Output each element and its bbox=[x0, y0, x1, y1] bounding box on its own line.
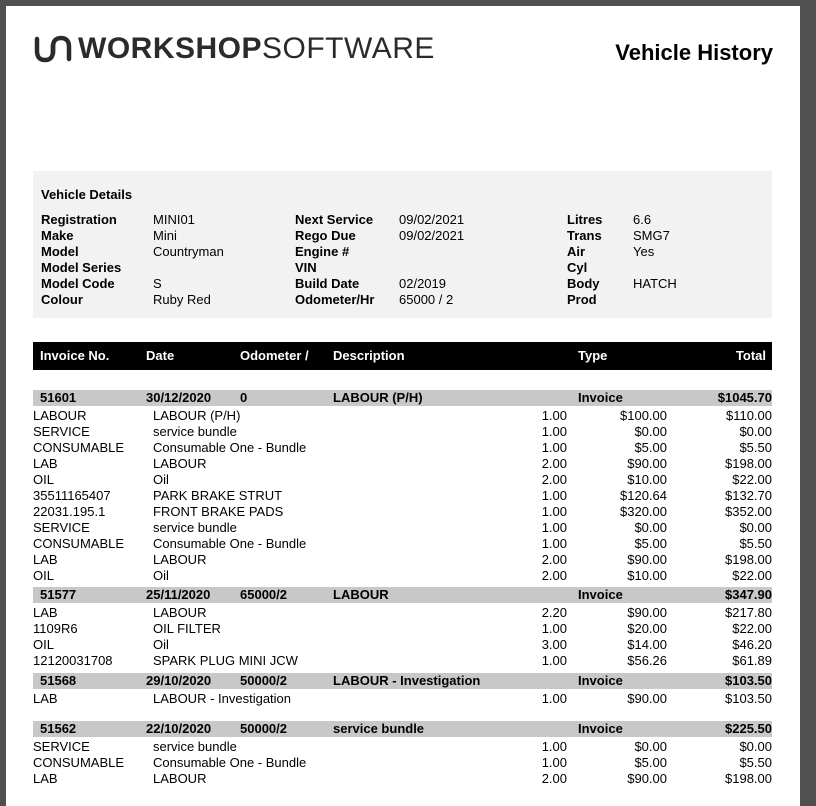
invoice-date: 25/11/2020 bbox=[146, 587, 211, 602]
invoice-date: 29/10/2020 bbox=[146, 673, 212, 688]
line-code: SERVICE bbox=[33, 739, 90, 754]
line-quantity: 1.00 bbox=[541, 520, 567, 535]
line-total: $110.00 bbox=[725, 408, 772, 423]
detail-value: S bbox=[153, 276, 162, 291]
detail-value: SMG7 bbox=[633, 228, 670, 243]
line-item-row bbox=[33, 504, 772, 520]
invoice-header-row bbox=[33, 587, 772, 603]
detail-value: Ruby Red bbox=[153, 292, 211, 307]
line-total: $46.20 bbox=[732, 637, 772, 652]
invoice-odometer: 65000/2 bbox=[240, 587, 287, 602]
line-code: LAB bbox=[33, 552, 58, 567]
line-description: FRONT BRAKE PADS bbox=[153, 504, 284, 519]
details-col3-values bbox=[633, 212, 677, 308]
line-description: Oil bbox=[153, 472, 169, 487]
line-quantity: 1.00 bbox=[541, 536, 567, 551]
line-unit-price: $10.00 bbox=[627, 568, 667, 583]
detail-value: 6.6 bbox=[633, 212, 652, 227]
line-description: LABOUR bbox=[153, 552, 207, 567]
header-invoice-no: Invoice No. bbox=[40, 348, 110, 363]
detail-label: Litres bbox=[567, 212, 603, 227]
detail-label: Rego Due bbox=[295, 228, 356, 243]
invoice-total: $225.50 bbox=[725, 721, 772, 736]
detail-label: Body bbox=[567, 276, 600, 291]
line-quantity: 2.20 bbox=[541, 605, 567, 620]
detail-label: Make bbox=[41, 228, 74, 243]
line-total: $5.50 bbox=[739, 755, 772, 770]
details-col2-labels bbox=[295, 212, 374, 308]
line-description: Consumable One - Bundle bbox=[153, 755, 307, 770]
line-description: LABOUR (P/H) bbox=[153, 408, 241, 423]
line-total: $132.70 bbox=[725, 488, 772, 503]
detail-value: Countryman bbox=[153, 244, 224, 259]
invoice-odometer: 0 bbox=[240, 390, 248, 405]
line-quantity: 1.00 bbox=[541, 691, 567, 706]
line-item-row bbox=[33, 637, 772, 653]
line-quantity: 1.00 bbox=[541, 653, 567, 668]
line-total: $5.50 bbox=[739, 536, 772, 551]
line-unit-price: $320.00 bbox=[620, 504, 667, 519]
detail-label: Odometer/Hr bbox=[295, 292, 375, 307]
header-total: Total bbox=[735, 348, 766, 363]
history-table-header bbox=[33, 342, 772, 370]
detail-value: 09/02/2021 bbox=[399, 212, 465, 227]
invoice-description: service bundle bbox=[333, 721, 425, 736]
detail-label: VIN bbox=[295, 260, 317, 275]
line-description: Consumable One - Bundle bbox=[153, 440, 307, 455]
header-description: Description bbox=[333, 348, 405, 363]
line-code: LAB bbox=[33, 456, 58, 471]
detail-label: Prod bbox=[567, 292, 597, 307]
detail-value: 65000 / 2 bbox=[399, 292, 454, 307]
line-description: LABOUR bbox=[153, 605, 207, 620]
invoice-date: 22/10/2020 bbox=[146, 721, 212, 736]
line-item-row bbox=[33, 605, 772, 621]
detail-value: 09/02/2021 bbox=[399, 228, 465, 243]
line-description: LABOUR bbox=[153, 456, 207, 471]
invoice-type: Invoice bbox=[578, 673, 623, 688]
line-unit-price: $0.00 bbox=[634, 520, 667, 535]
line-code: OIL bbox=[33, 568, 54, 583]
line-quantity: 1.00 bbox=[541, 488, 567, 503]
line-description: OIL FILTER bbox=[153, 621, 221, 636]
details-col2-values bbox=[399, 212, 464, 308]
line-quantity: 1.00 bbox=[541, 440, 567, 455]
line-unit-price: $90.00 bbox=[627, 552, 667, 567]
line-item-row bbox=[33, 488, 772, 504]
header-odometer: Odometer / bbox=[240, 348, 309, 363]
detail-value: MINI01 bbox=[153, 212, 195, 227]
line-code: LAB bbox=[33, 605, 58, 620]
detail-label: Model bbox=[41, 244, 79, 259]
detail-value: Yes bbox=[633, 244, 655, 259]
line-total: $103.50 bbox=[725, 691, 772, 706]
line-quantity: 2.00 bbox=[541, 552, 567, 567]
vehicle-details-heading: Vehicle Details bbox=[41, 187, 133, 202]
detail-label: Next Service bbox=[295, 212, 374, 227]
line-code: 1109R6 bbox=[33, 621, 78, 636]
detail-label: Model Code bbox=[41, 276, 115, 291]
line-code: OIL bbox=[33, 472, 54, 487]
invoice-number: 51601 bbox=[40, 390, 77, 405]
line-quantity: 1.00 bbox=[541, 755, 567, 770]
line-unit-price: $90.00 bbox=[627, 771, 667, 786]
invoice-header-row bbox=[33, 721, 772, 737]
line-quantity: 2.00 bbox=[541, 472, 567, 487]
line-quantity: 1.00 bbox=[541, 424, 567, 439]
line-description: service bundle bbox=[153, 739, 237, 754]
line-item-row bbox=[33, 568, 772, 584]
line-total: $5.50 bbox=[739, 440, 772, 455]
details-col1-labels bbox=[41, 212, 121, 308]
line-unit-price: $90.00 bbox=[627, 691, 667, 706]
line-item-row bbox=[33, 653, 772, 669]
line-unit-price: $90.00 bbox=[627, 605, 667, 620]
line-item-row bbox=[33, 621, 772, 637]
line-item-row bbox=[33, 739, 772, 755]
line-item-row bbox=[33, 520, 772, 536]
workshop-logo-icon bbox=[34, 35, 72, 63]
invoice-description: LABOUR (P/H) bbox=[333, 390, 423, 405]
line-unit-price: $5.00 bbox=[634, 755, 667, 770]
invoice-type: Invoice bbox=[578, 721, 623, 736]
invoice-odometer: 50000/2 bbox=[240, 721, 287, 736]
line-unit-price: $5.00 bbox=[634, 536, 667, 551]
line-unit-price: $90.00 bbox=[627, 456, 667, 471]
detail-value bbox=[633, 260, 677, 276]
line-item-row bbox=[33, 536, 772, 552]
line-code: CONSUMABLE bbox=[33, 536, 125, 551]
line-unit-price: $0.00 bbox=[634, 424, 667, 439]
line-total: $198.00 bbox=[725, 552, 772, 567]
line-unit-price: $5.00 bbox=[634, 440, 667, 455]
line-total: $22.00 bbox=[732, 472, 772, 487]
line-item-row bbox=[33, 408, 772, 424]
line-description: Consumable One - Bundle bbox=[153, 536, 307, 551]
detail-label: Colour bbox=[41, 292, 83, 307]
line-code: SERVICE bbox=[33, 424, 90, 439]
line-description: SPARK PLUG MINI JCW bbox=[153, 653, 298, 668]
line-total: $352.00 bbox=[725, 504, 772, 519]
detail-label: Trans bbox=[567, 228, 602, 243]
line-unit-price: $20.00 bbox=[627, 621, 667, 636]
invoice-total: $1045.70 bbox=[717, 390, 772, 405]
invoice-total: $103.50 bbox=[725, 673, 772, 688]
line-quantity: 1.00 bbox=[541, 408, 567, 423]
line-total: $22.00 bbox=[732, 621, 772, 636]
invoice-number: 51562 bbox=[40, 721, 77, 736]
line-quantity: 3.00 bbox=[541, 637, 567, 652]
line-unit-price: $10.00 bbox=[627, 472, 667, 487]
details-col3-labels bbox=[567, 212, 602, 308]
line-total: $198.00 bbox=[725, 771, 772, 786]
vehicle-details-panel bbox=[33, 171, 772, 318]
header-date: Date bbox=[146, 348, 175, 363]
invoice-number: 51568 bbox=[40, 673, 77, 688]
line-quantity: 2.00 bbox=[541, 771, 567, 786]
invoice-header-row bbox=[33, 673, 772, 689]
line-description: LABOUR - Investigation bbox=[153, 691, 292, 706]
line-item-row bbox=[33, 440, 772, 456]
line-description: PARK BRAKE STRUT bbox=[153, 488, 283, 503]
detail-value bbox=[633, 292, 677, 308]
invoice-total: $347.90 bbox=[725, 587, 772, 602]
invoice-type: Invoice bbox=[578, 390, 623, 405]
line-description: LABOUR bbox=[153, 771, 207, 786]
line-total: $0.00 bbox=[739, 739, 772, 754]
line-code: 22031.195.1 bbox=[33, 504, 106, 519]
line-total: $0.00 bbox=[739, 424, 772, 439]
line-quantity: 2.00 bbox=[541, 568, 567, 583]
invoice-type: Invoice bbox=[578, 587, 623, 602]
line-code: SERVICE bbox=[33, 520, 90, 535]
line-unit-price: $120.64 bbox=[620, 488, 667, 503]
detail-value bbox=[399, 244, 464, 260]
line-item-row bbox=[33, 755, 772, 771]
line-code: CONSUMABLE bbox=[33, 755, 125, 770]
line-quantity: 1.00 bbox=[541, 504, 567, 519]
invoice-number: 51577 bbox=[40, 587, 77, 602]
line-item-row bbox=[33, 552, 772, 568]
detail-value: Mini bbox=[153, 228, 177, 243]
line-unit-price: $0.00 bbox=[634, 739, 667, 754]
details-col1-values bbox=[153, 212, 224, 308]
line-description: Oil bbox=[153, 568, 169, 583]
line-code: LABOUR bbox=[33, 408, 87, 423]
line-quantity: 2.00 bbox=[541, 456, 567, 471]
line-code: 35511165407 bbox=[33, 488, 111, 503]
line-item-row bbox=[33, 424, 772, 440]
line-total: $0.00 bbox=[739, 520, 772, 535]
invoice-odometer: 50000/2 bbox=[240, 673, 287, 688]
invoice-description: LABOUR - Investigation bbox=[333, 673, 481, 688]
line-quantity: 1.00 bbox=[541, 621, 567, 636]
line-item-row bbox=[33, 691, 772, 707]
line-quantity: 1.00 bbox=[541, 739, 567, 754]
invoice-header-row bbox=[33, 390, 772, 406]
detail-value: HATCH bbox=[633, 276, 677, 291]
detail-value bbox=[399, 260, 464, 276]
line-unit-price: $56.26 bbox=[627, 653, 667, 668]
line-description: Oil bbox=[153, 637, 169, 652]
line-total: $198.00 bbox=[725, 456, 772, 471]
line-code: LAB bbox=[33, 771, 58, 786]
line-code: LAB bbox=[33, 691, 58, 706]
page-title: Vehicle History bbox=[615, 40, 773, 65]
detail-label: Cyl bbox=[567, 260, 588, 275]
detail-label: Model Series bbox=[41, 260, 122, 275]
line-total: $217.80 bbox=[725, 605, 772, 620]
detail-label: Engine # bbox=[295, 244, 350, 259]
detail-value bbox=[153, 260, 224, 276]
line-description: service bundle bbox=[153, 520, 237, 535]
detail-label: Build Date bbox=[295, 276, 360, 291]
detail-label: Registration bbox=[41, 212, 117, 227]
line-code: 12120031708 bbox=[33, 653, 113, 668]
line-total: $61.89 bbox=[732, 653, 772, 668]
line-item-row bbox=[33, 771, 772, 787]
invoice-date: 30/12/2020 bbox=[146, 390, 212, 405]
line-code: OIL bbox=[33, 637, 54, 652]
line-unit-price: $100.00 bbox=[620, 408, 667, 423]
invoice-description: LABOUR bbox=[333, 587, 389, 602]
logo-text-bold: WORKSHOP bbox=[78, 32, 262, 65]
line-item-row bbox=[33, 472, 772, 488]
line-description: service bundle bbox=[153, 424, 237, 439]
line-unit-price: $14.00 bbox=[627, 637, 667, 652]
brand-logo bbox=[34, 32, 435, 66]
line-total: $22.00 bbox=[732, 568, 772, 583]
line-item-row bbox=[33, 456, 772, 472]
detail-value: 02/2019 bbox=[399, 276, 446, 291]
detail-label: Air bbox=[567, 244, 586, 259]
logo-text-light: SOFTWARE bbox=[262, 32, 435, 65]
line-code: CONSUMABLE bbox=[33, 440, 125, 455]
header-type: Type bbox=[578, 348, 608, 363]
